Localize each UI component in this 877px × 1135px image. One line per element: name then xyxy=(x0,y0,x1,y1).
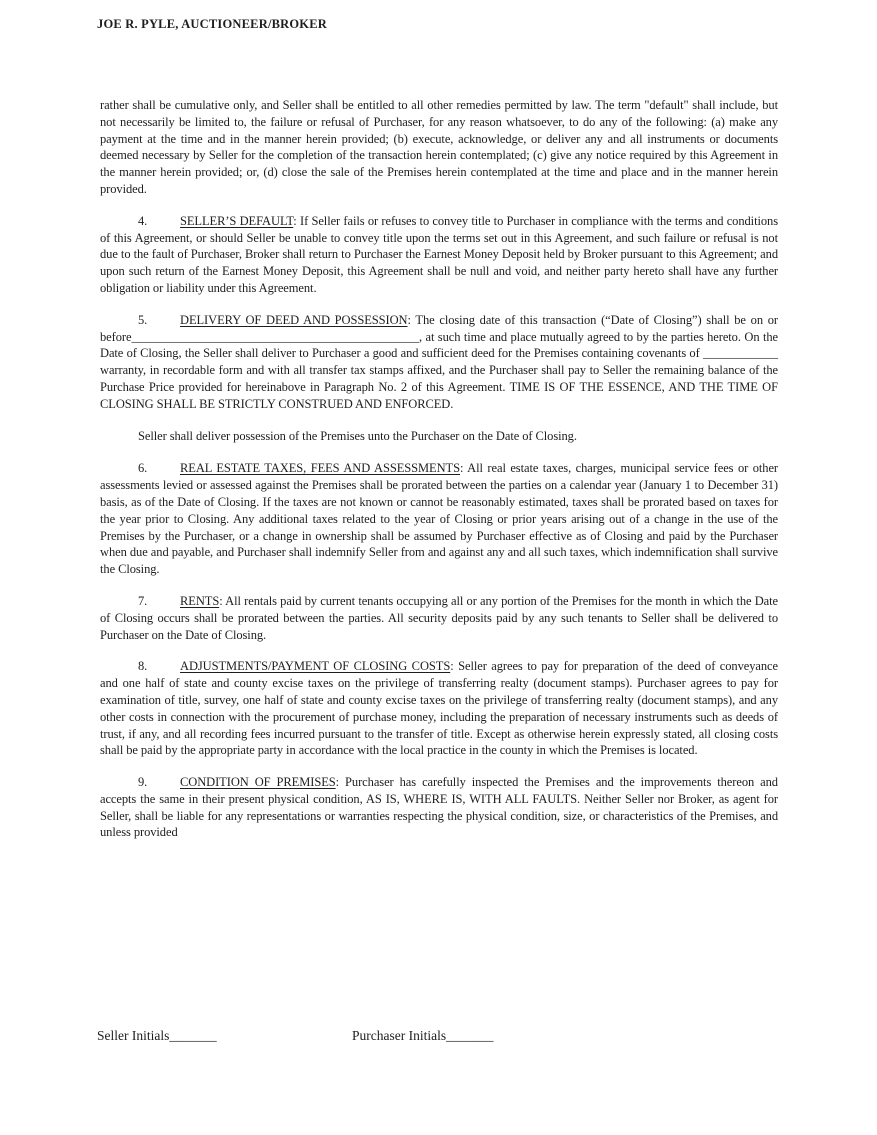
paragraph-9-condition-of-premises-seg-num: 9. xyxy=(138,775,148,790)
paragraph-5-delivery-of-deed-and-possession-seg-num: 5. xyxy=(138,312,148,327)
paragraph-9-condition-of-premises-seg-underline: CONDITION OF PREMISES xyxy=(180,775,336,790)
paragraph-6-real-estate-taxes-fees-assessments-seg-plain: : All real estate taxes, charges, municipal service fees or other assessments levied or assessed against the Premises shall be prorated between the parties on a calendar year (January 1 to December 31) basis, as of the Date of Closing. If the taxes are not known or cannot be reasonably estimated, taxes shall be prorated based on taxes for the year prior to Closing. Any additional taxes related to the year of Closing or prior years arising out of a change in the use of the Premises by the Purchaser, or a change in ownership shall be assumed by Purchaser effective as of Closing and paid by the Purchaser when due and payable, and Purchaser shall indemnify Seller from and against any and all such taxes, which indemnification shall survive the Closing. xyxy=(100,461,779,577)
paragraph-5-delivery-of-deed-and-possession-seg-plain: warranty, in recordable form and with all transfer tax stamps affixed, and the Purchaser shall pay to Seller the remaining balance of the Purchase Price provided for hereinabove in Paragraph No. 2 of this Agreement. TIME IS OF THE ESSENCE, AND THE TIME OF CLOSING SHALL BE STRICTLY CONSTRUED AND ENFORCED. xyxy=(100,363,778,411)
paragraph-9-condition-of-premises xyxy=(100,774,778,841)
seller-initials-blank: _______ xyxy=(169,1028,217,1043)
purchaser-initials xyxy=(352,1028,493,1044)
paragraph-5-delivery-of-deed-and-possession xyxy=(100,312,778,413)
paragraph-possession-delivery-seg-plain: Seller shall deliver possession of the Premises unto the Purchaser on the Date of Closing. xyxy=(138,428,577,443)
paragraph-5-delivery-of-deed-and-possession-seg-underline: DELIVERY OF DEED AND POSSESSION xyxy=(180,312,408,327)
paragraph-7-rents-seg-num: 7. xyxy=(138,593,148,608)
paragraph-5-delivery-of-deed-and-possession-seg-plain: : The closing date of this transaction (“Date of Closing”) shall be on or before xyxy=(100,312,778,344)
paragraph-8-adjustments-payment-of-closing-costs xyxy=(100,658,778,759)
paragraph-6-real-estate-taxes-fees-assessments-seg-underline: REAL ESTATE TAXES, FEES AND ASSESSMENTS xyxy=(180,461,460,476)
paragraph-6-real-estate-taxes-fees-assessments xyxy=(100,460,778,578)
paragraph-4-sellers-default-seg-plain: : If Seller fails or refuses to convey title to Purchaser in compliance with the terms and conditions of this Agreement, or should Seller be unable to convey title upon the terms set out in this Agreement, and such failure or refusal is not due to the fault of Purchaser, Broker shall return to Purchaser the Earnest Money Deposit held by Broker pursuant to this Agreement; and upon such return of the Earnest Money Deposit, this Agreement shall be null and void, and neither party hereto shall have any further obligation or liability under this Agreement. xyxy=(100,213,778,295)
paragraph-9-condition-of-premises-seg-plain: : Purchaser has carefully inspected the Premises and the improvements thereon and accepts the same in their present physical condition, AS IS, WHERE IS, WITH ALL FAULTS. Neither Seller nor Broker, as agent for Seller, shall be liable for any representations or warranties respecting the physical condition, size, or characteristics of the Premises, and unless provided xyxy=(100,775,778,840)
paragraph-default-remedies-continuation-seg-plain: rather shall be cumulative only, and Seller shall be entitled to all other remedies permitted by law. The term "default" shall include, but not necessarily be limited to, the failure or refusal of Purchaser, for any reason whatsoever, to do any of the following: (a) make any payment at the time and in the manner herein provided; (b) execute, acknowledge, or deliver any and all instruments or documents deemed necessary by Seller for the completion of the transaction herein contemplated; (c) give any notice required by this Agreement in the manner herein provided; or, (d) close the sale of the Premises herein contemplated at the time and place and in the manner herein provided. xyxy=(100,98,778,196)
paragraph-possession-delivery xyxy=(100,428,778,445)
purchaser-initials-blank: _______ xyxy=(446,1028,494,1043)
paragraph-8-adjustments-payment-of-closing-costs-seg-plain: : Seller agrees to pay for preparation of the deed of conveyance and one half of state and county excise taxes on the privilege of transferring realty (document stamps). Purchaser agrees to pay for examination of title, survey, one half of state and county excise taxes on the privilege of transferring realty (document stamps), and any other costs in connection with the procurement of purchase money, including the preparation of necessary instruments such as deeds of trust, if any, and all recording fees incurred pursuant to the transfer of title. Except as otherwise herein expressly stated, all closing costs shall be paid by the appropriate party in accordance with the local practice in the county in which the Premises is located. xyxy=(100,659,778,758)
initials-footer xyxy=(0,1028,877,1052)
paragraph-5-delivery-of-deed-and-possession-seg-blank: ______________________________________________ xyxy=(131,329,419,344)
paragraph-4-sellers-default-seg-num: 4. xyxy=(138,213,148,228)
paragraph-6-real-estate-taxes-fees-assessments-seg-num: 6. xyxy=(138,461,148,476)
document-header-title: JOE R. PYLE, AUCTIONEER/BROKER xyxy=(97,17,327,31)
paragraph-5-delivery-of-deed-and-possession-seg-blank: ____________ xyxy=(703,346,778,361)
seller-initials xyxy=(97,1028,217,1044)
paragraph-4-sellers-default xyxy=(100,213,778,297)
paragraph-7-rents xyxy=(100,593,778,643)
paragraph-4-sellers-default-seg-underline: SELLER’S DEFAULT xyxy=(180,213,294,228)
paragraph-8-adjustments-payment-of-closing-costs-seg-underline: ADJUSTMENTS/PAYMENT OF CLOSING COSTS xyxy=(180,659,451,674)
purchaser-initials-label: Purchaser Initials xyxy=(352,1028,447,1043)
paragraph-7-rents-seg-plain: : All rentals paid by current tenants occupying all or any portion of the Premises for the month in which the Date of Closing occurs shall be prorated between the parties. All security deposits paid by any such tenants to Seller shall be delivered to Purchaser on the Date of Closing. xyxy=(100,593,778,642)
paragraph-8-adjustments-payment-of-closing-costs-seg-num: 8. xyxy=(138,659,148,674)
document-body xyxy=(100,97,778,856)
paragraph-7-rents-seg-underline: RENTS xyxy=(180,593,220,608)
seller-initials-label: Seller Initials xyxy=(97,1028,170,1043)
paragraph-5-delivery-of-deed-and-possession-seg-plain: , at such time and place mutually agreed to by the parties hereto. On the Date of Closing, the Seller shall deliver to Purchaser a good and sufficient deed for the Premises containing covenants of xyxy=(100,329,778,361)
paragraph-default-remedies-continuation xyxy=(100,97,778,198)
